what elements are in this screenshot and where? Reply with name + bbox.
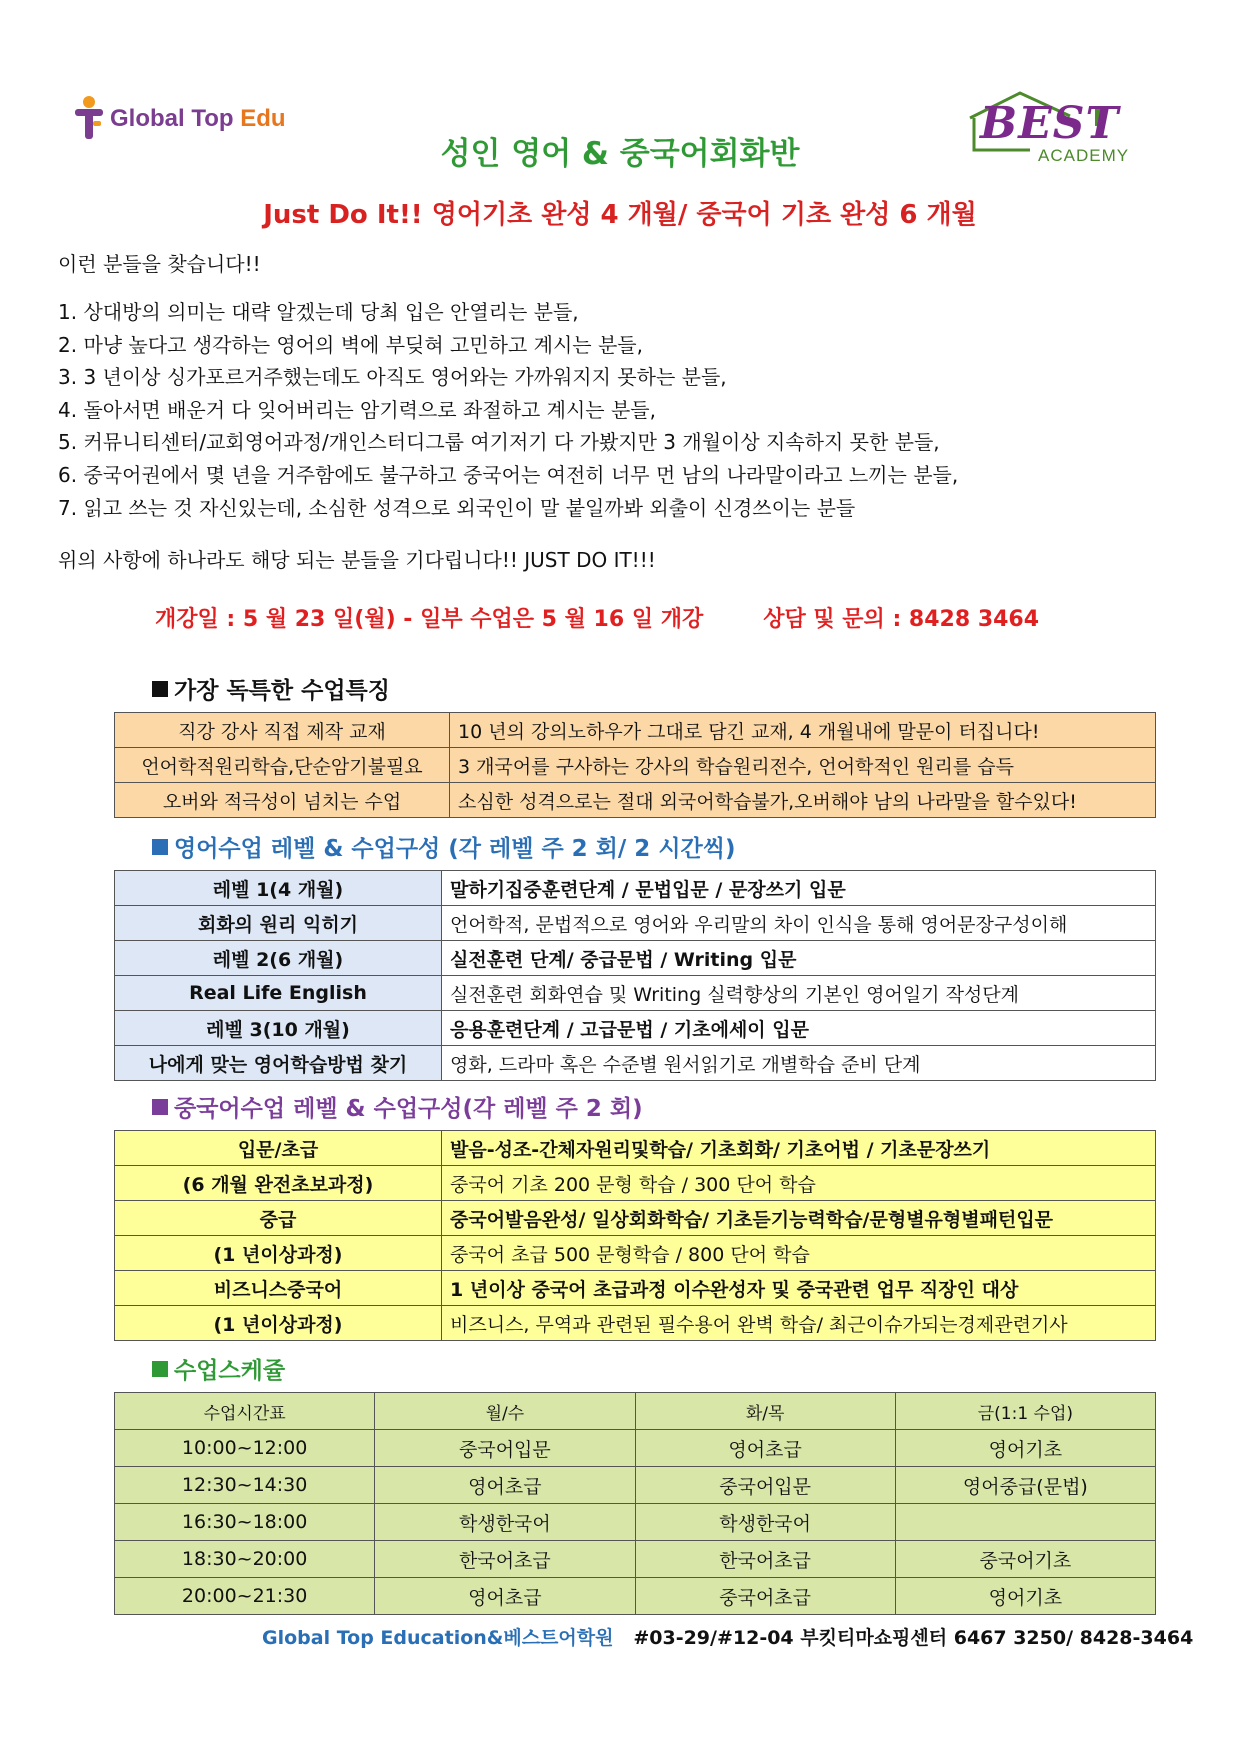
features-heading (152, 672, 390, 705)
table-row (115, 976, 1156, 1011)
table-row (115, 783, 1156, 818)
schedule-heading (152, 1352, 285, 1385)
column-header: 수업시간표 (115, 1393, 375, 1430)
list-item: 4. 돌아서면 배운거 다 잊어버리는 암기력으로 좌절하고 계시는 분들, (58, 397, 656, 422)
chinese-heading (152, 1090, 643, 1123)
time-cell: 10:00~12:00 (115, 1430, 375, 1467)
table-row (115, 1541, 1156, 1578)
footer-org: Global Top Education&베스트어학원 (262, 1627, 614, 1649)
table-row (115, 1201, 1156, 1236)
page-title: 성인 영어 & 중국어회화반 (440, 136, 800, 172)
square-bullet-icon (152, 681, 168, 697)
level-name: 레벨 2(6 개월) (115, 941, 442, 976)
level-detail: 실전훈련 회화연습 및 Writing 실력향상의 기본인 영어일기 작성단계 (442, 976, 1156, 1011)
time-cell: 16:30~18:00 (115, 1504, 375, 1541)
level-detail: 중국어 초급 500 문형학습 / 800 단어 학습 (442, 1236, 1156, 1271)
list-item: 7. 읽고 쓰는 것 자신있는데, 소심한 성격으로 외국인이 말 붙일까봐 외출이 신경쓰이는 분들 (58, 495, 856, 520)
class-cell: 중국어기초 (895, 1541, 1155, 1578)
table-row (115, 871, 1156, 906)
headline: Just Do It!! 영어기초 완성 4 개월/ 중국어 기초 완성 6 개월 (263, 200, 977, 230)
list-item: 6. 중국어권에서 몇 년을 거주함에도 불구하고 중국어는 여전히 너무 먼 남의 나라말이라고 느끼는 분들, (58, 462, 959, 487)
features-heading-text: 가장 독특한 수업특징 (174, 678, 390, 704)
square-bullet-icon (152, 1099, 168, 1115)
level-name: 중급 (115, 1201, 442, 1236)
table-row (115, 1011, 1156, 1046)
dates-line (155, 602, 1039, 633)
english-heading-text: 영어수업 레벨 & 수업구성 (각 레벨 주 2 회/ 2 시간씩) (174, 836, 736, 862)
class-cell: 중국어입문 (635, 1467, 895, 1504)
table-header-row (115, 1393, 1156, 1430)
table-row (115, 1430, 1156, 1467)
class-cell: 학생한국어 (635, 1504, 895, 1541)
english-heading (152, 830, 736, 863)
footer (262, 1623, 1193, 1650)
class-cell: 중국어입문 (375, 1430, 635, 1467)
class-cell: 한국어초급 (635, 1541, 895, 1578)
start-date: 개강일 : 5 월 23 일(월) - 일부 수업은 5 월 16 일 개강 (155, 607, 704, 632)
chinese-levels-table (114, 1130, 1156, 1341)
intro-text: 이런 분들을 찾습니다!! (58, 252, 261, 276)
feature-name: 직강 강사 직접 제작 교재 (115, 713, 450, 748)
column-header: 월/수 (375, 1393, 635, 1430)
feature-desc: 소심한 성격으로는 절대 외국어학습불가,오버해야 남의 나라말을 할수있다! (450, 783, 1156, 818)
table-row (115, 748, 1156, 783)
table-row (115, 1166, 1156, 1201)
level-subtitle: Real Life English (115, 976, 442, 1011)
class-cell: 영어기초 (895, 1578, 1155, 1615)
chinese-heading-text: 중국어수업 레벨 & 수업구성(각 레벨 주 2 회) (174, 1096, 643, 1122)
contact-info: 상담 및 문의 : 8428 3464 (763, 607, 1040, 632)
level-name: 레벨 3(10 개월) (115, 1011, 442, 1046)
level-course: 말하기집중훈련단계 / 문법입문 / 문장쓰기 입문 (442, 871, 1156, 906)
table-row (115, 1504, 1156, 1541)
feature-desc: 10 년의 강의노하우가 그대로 담긴 교재, 4 개월내에 말문이 터집니다! (450, 713, 1156, 748)
time-cell: 18:30~20:00 (115, 1541, 375, 1578)
time-cell: 12:30~14:30 (115, 1467, 375, 1504)
schedule-table (114, 1392, 1156, 1615)
column-header: 금(1:1 수업) (895, 1393, 1155, 1430)
level-subtitle: (1 년이상과정) (115, 1306, 442, 1341)
level-course: 1 년이상 중국어 초급과정 이수완성자 및 중국관련 업무 직장인 대상 (442, 1271, 1156, 1306)
level-detail: 영화, 드라마 혹은 수준별 원서읽기로 개별학습 준비 단계 (442, 1046, 1156, 1081)
level-name: 레벨 1(4 개월) (115, 871, 442, 906)
logo-text-edu: Edu (240, 105, 286, 132)
level-course: 응용훈련단계 / 고급문법 / 기초에세이 입문 (442, 1011, 1156, 1046)
level-subtitle: 나에게 맞는 영어학습방법 찾기 (115, 1046, 442, 1081)
level-detail: 비즈니스, 무역과 관련된 필수용어 완벽 학습/ 최근이슈가되는경제관련기사 (442, 1306, 1156, 1341)
level-subtitle: (1 년이상과정) (115, 1236, 442, 1271)
table-row (115, 713, 1156, 748)
table-row (115, 906, 1156, 941)
table-row (115, 1131, 1156, 1166)
table-row (115, 1236, 1156, 1271)
level-detail: 언어학적, 문법적으로 영어와 우리말의 차이 인식을 통해 영어문장구성이해 (442, 906, 1156, 941)
class-cell: 중국어초급 (635, 1578, 895, 1615)
level-name: 입문/초급 (115, 1131, 442, 1166)
footer-address: #03-29/#12-04 부킷티마쇼핑센터 6467 3250/ 8428-3464 (633, 1627, 1194, 1649)
level-course: 발음-성조-간체자원리및학습/ 기초회화/ 기초어법 / 기초문장쓰기 (442, 1131, 1156, 1166)
list-item: 5. 커뮤니티센터/교회영어과정/개인스터디그룹 여기저기 다 가봤지만 3 개월이상 지속하지 못한 분들, (58, 430, 940, 455)
class-cell: 영어초급 (635, 1430, 895, 1467)
class-cell: 영어기초 (895, 1430, 1155, 1467)
table-row (115, 1306, 1156, 1341)
academy-wordmark: ACADEMY (1038, 146, 1130, 165)
list-item: 1. 상대방의 의미는 대략 알겠는데 당최 입은 안열리는 분들, (58, 300, 579, 324)
level-course: 실전훈련 단계/ 중급문법 / Writing 입문 (442, 941, 1156, 976)
table-row (115, 1046, 1156, 1081)
english-levels-table (114, 870, 1156, 1081)
class-cell: 영어초급 (375, 1578, 635, 1615)
class-cell: 영어중급(문법) (895, 1467, 1155, 1504)
logo-text: Global Top (110, 105, 234, 132)
level-detail: 중국어 기초 200 문형 학습 / 300 단어 학습 (442, 1166, 1156, 1201)
features-table (114, 712, 1156, 818)
class-cell: 학생한국어 (375, 1504, 635, 1541)
square-bullet-icon (152, 839, 168, 855)
level-name: 비즈니스중국어 (115, 1271, 442, 1306)
class-cell: 영어초급 (375, 1467, 635, 1504)
best-wordmark: BEST (980, 98, 1120, 149)
class-cell: 한국어초급 (375, 1541, 635, 1578)
time-cell: 20:00~21:30 (115, 1578, 375, 1615)
feature-name: 언어학적원리학습,단순암기불필요 (115, 748, 450, 783)
schedule-heading-text: 수업스케쥴 (174, 1358, 286, 1384)
column-header: 화/목 (635, 1393, 895, 1430)
table-row (115, 1271, 1156, 1306)
table-row (115, 941, 1156, 976)
table-row (115, 1578, 1156, 1615)
feature-name: 오버와 적극성이 넘치는 수업 (115, 783, 450, 818)
square-bullet-icon (152, 1361, 168, 1377)
closing-text: 위의 사항에 하나라도 해당 되는 분들을 기다립니다!! JUST DO IT!!! (58, 548, 656, 572)
list-item: 2. 마냥 높다고 생각하는 영어의 벽에 부딪혀 고민하고 계시는 분들, (58, 332, 643, 357)
class-cell (895, 1504, 1155, 1541)
list-item: 3. 3 년이상 싱가포르거주했는데도 아직도 영어와는 가까워지지 못하는 분들, (58, 365, 727, 390)
level-subtitle: 회화의 원리 익히기 (115, 906, 442, 941)
level-subtitle: (6 개월 완전초보과정) (115, 1166, 442, 1201)
table-row (115, 1467, 1156, 1504)
level-course: 중국어발음완성/ 일상회화학습/ 기초듣기능력학습/문형별유형별패턴입문 (442, 1201, 1156, 1236)
feature-desc: 3 개국어를 구사하는 강사의 학습원리전수, 언어학적인 원리를 습득 (450, 748, 1156, 783)
target-audience-list (58, 296, 958, 524)
